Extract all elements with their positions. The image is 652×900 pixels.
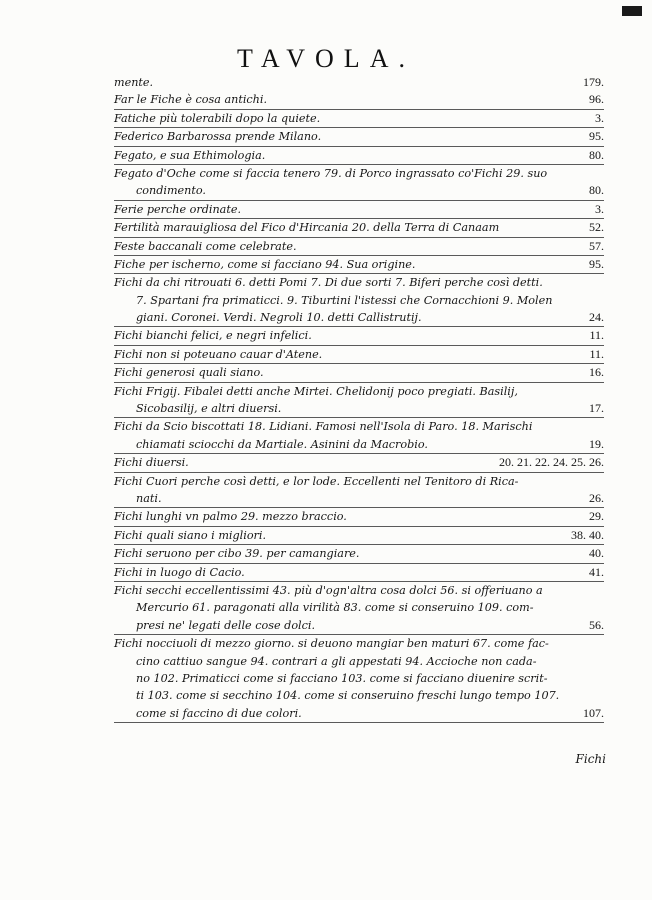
index-entries — [114, 74, 604, 723]
entry-text: no 102. Primaticci come si facciano 103. come si facciano diuenire scrit- — [136, 671, 548, 685]
index-entry — [114, 219, 604, 237]
entry-text: Fichi quali siano i migliori. — [114, 528, 267, 542]
index-entry — [114, 527, 604, 545]
entry-text: Fertilità marauigliosa del Fico d'Hircania 20. della Terra di Canaam — [114, 221, 500, 235]
index-entry — [114, 670, 604, 687]
entry-page-number: 56. — [589, 617, 604, 632]
entry-page-number: 179. — [583, 75, 604, 89]
entry-text: Fichi non si poteuano cauar d'Atene. — [114, 347, 323, 361]
entry-text: giani. Coronei. Verdi. Negroli 10. detti Callistrutij. — [136, 311, 422, 325]
entry-text: Fiche per ischerno, come si facciano 94. Sua origine. — [114, 257, 416, 271]
index-entry — [114, 582, 604, 599]
index-entry — [114, 653, 604, 670]
entry-text: Fichi seruono per cibo 39. per camangiare. — [114, 547, 360, 561]
index-entry — [114, 274, 604, 291]
index-entry — [114, 256, 604, 274]
entry-page-number: 95. — [589, 129, 604, 144]
entry-text: presi ne' legati delle cose dolci. — [136, 618, 316, 632]
index-entry — [114, 599, 604, 616]
entry-text: Fichi Frigij. Fibalei detti anche Mirtei. Chelidonij poco pregiati. Basilij, — [114, 384, 518, 398]
entry-page-number: 41. — [589, 564, 604, 579]
entry-text: Fichi Cuori perche così detti, e lor lode. Eccellenti nel Tenitoro di Rica- — [114, 474, 519, 488]
entry-text: Federico Barbarossa prende Milano. — [114, 130, 322, 144]
entry-text: 7. Spartani fra primaticci. 9. Tiburtini l'istessi che Cornacchioni 9. Molen — [136, 293, 553, 307]
entry-text: Mercurio 61. paragonati alla virilità 83. come si conseruino 109. com- — [136, 601, 534, 615]
index-entry — [114, 346, 604, 364]
entry-text: Ferie perche ordinate. — [114, 202, 242, 216]
index-entry — [114, 454, 604, 472]
index-entry — [114, 74, 604, 91]
entry-page-number: 11. — [589, 328, 604, 343]
entry-page-number: 20. 21. 22. 24. 25. 26. — [499, 455, 604, 470]
entry-text: Sicobasilij, e altri diuersi. — [136, 402, 282, 416]
entry-text: Fichi bianchi felici, e negri infelici. — [114, 329, 312, 343]
entry-page-number: 11. — [589, 346, 604, 361]
index-entry — [114, 182, 604, 200]
index-entry — [114, 364, 604, 382]
corner-mark — [622, 6, 642, 16]
index-entry — [114, 508, 604, 526]
page-title: TAVOLA. — [237, 44, 415, 73]
entry-text: Fegato, e sua Ethimologia. — [114, 148, 266, 162]
entry-text: Fichi generosi quali siano. — [114, 366, 264, 380]
entry-page-number: 38. 40. — [571, 527, 604, 542]
entry-text: Fichi lunghi vn palmo 29. mezzo braccio. — [114, 510, 347, 524]
entry-text: Far le Fiche è cosa antichi. — [114, 93, 268, 107]
index-entry — [114, 383, 604, 400]
entry-page-number: 40. — [589, 546, 604, 561]
entry-page-number: 19. — [589, 436, 604, 451]
entry-page-number: 3. — [595, 110, 604, 125]
entry-text: cino cattiuo sangue 94. contrari a gli appestati 94. Accioche non cada- — [136, 654, 537, 668]
entry-page-number: 80. — [589, 183, 604, 198]
index-entry — [114, 201, 604, 219]
index-entry — [114, 110, 604, 128]
entry-page-number: 80. — [589, 147, 604, 162]
index-entry — [114, 91, 604, 109]
index-entry — [114, 165, 604, 182]
entry-text: mente. — [114, 76, 154, 89]
entry-text: ti 103. come si secchino 104. come si conseruino freschi lungo tempo 107. — [136, 689, 560, 703]
index-entry — [114, 564, 604, 582]
index-entry — [114, 617, 604, 635]
entry-text: chiamati sciocchi da Martiale. Asinini da Macrobio. — [136, 437, 428, 451]
index-entry — [114, 147, 604, 165]
entry-page-number: 96. — [589, 92, 604, 107]
entry-text: Feste baccanali come celebrate. — [114, 239, 297, 253]
entry-text: come si faccino di due colori. — [136, 706, 302, 720]
entry-page-number: 3. — [595, 201, 604, 216]
index-entry — [114, 490, 604, 508]
entry-text: Fichi in luogo di Cacio. — [114, 565, 245, 579]
entry-page-number: 52. — [589, 220, 604, 235]
entry-text: Fatiche più tolerabili dopo la quiete. — [114, 111, 321, 125]
entry-text: nati. — [136, 491, 162, 505]
entry-text: Fichi da Scio biscottati 18. Lidiani. Famosi nell'Isola di Paro. 18. Marischi — [114, 420, 533, 434]
index-entry — [114, 292, 604, 309]
index-entry — [114, 473, 604, 490]
index-entry — [114, 309, 604, 327]
index-entry — [114, 687, 604, 704]
index-entry — [114, 238, 604, 256]
entry-page-number: 57. — [589, 238, 604, 253]
index-entry — [114, 705, 604, 723]
index-entry — [114, 418, 604, 435]
entry-page-number: 16. — [589, 365, 604, 380]
entry-page-number: 17. — [589, 401, 604, 416]
index-entry — [114, 545, 604, 563]
entry-text: condimento. — [136, 184, 206, 198]
index-entry — [114, 327, 604, 345]
entry-page-number: 26. — [589, 490, 604, 505]
index-entry — [114, 436, 604, 454]
index-entry — [114, 128, 604, 146]
entry-page-number: 107. — [583, 705, 604, 720]
entry-text: Fichi da chi ritrouati 6. detti Pomi 7. Di due sorti 7. Biferi perche così detti. — [114, 276, 543, 290]
index-entry — [114, 635, 604, 652]
entry-text: Fegato d'Oche come si faccia tenero 79. di Porco ingrassato co'Fichi 29. suo — [114, 166, 548, 180]
entry-text: Fichi diuersi. — [114, 456, 189, 470]
entry-page-number: 29. — [589, 509, 604, 524]
entry-page-number: 24. — [589, 310, 604, 325]
entry-page-number: 95. — [589, 256, 604, 271]
entry-text: Fichi nocciuoli di mezzo giorno. si deuono mangiar ben maturi 67. come fac- — [114, 637, 549, 651]
index-entry — [114, 400, 604, 418]
catchword: Fichi — [575, 752, 606, 766]
entry-text: Fichi secchi eccellentissimi 43. più d'ogn'altra cosa dolci 56. si offeriuano a — [114, 583, 543, 597]
